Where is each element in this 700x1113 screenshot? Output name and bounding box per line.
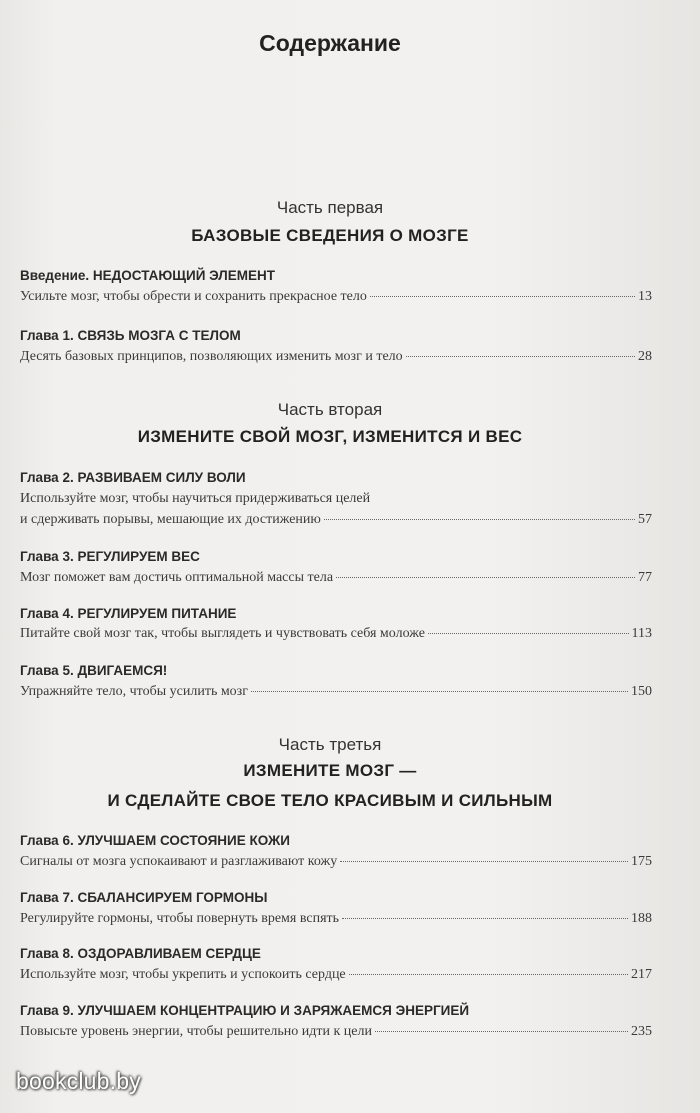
chapter-6-entry	[20, 854, 652, 870]
leader-dots	[370, 296, 635, 297]
chapter-1-subtitle: Десять базовых принципов, позволяющих изменить мозг и тело	[20, 349, 403, 364]
chapter-4-subtitle: Питайте свой мозг так, чтобы выглядеть и чувствовать себя моложе	[20, 626, 425, 641]
chapter-5-heading: Глава 5. ДВИГАЕМСЯ!	[20, 663, 168, 678]
chapter-9-entry	[20, 1024, 652, 1040]
part-3-title-line-1: ИЗМЕНИТЕ МОЗГ —	[243, 761, 417, 780]
leader-dots	[336, 577, 635, 578]
part-2-label: Часть вторая	[277, 400, 383, 419]
leader-dots	[406, 356, 635, 357]
chapter-3-heading: Глава 3. РЕГУЛИРУЕМ ВЕС	[20, 549, 200, 564]
chapter-3-subtitle: Мозг поможет вам достичь оптимальной массы тела	[20, 570, 334, 585]
chapter-2-entry	[20, 512, 652, 528]
chapter-8-subtitle: Используйте мозг, чтобы укрепить и успокоить сердце	[20, 967, 346, 982]
chapter-8-heading: Глава 8. ОЗДОРАВЛИВАЕМ СЕРДЦЕ	[20, 946, 261, 961]
page-title: Содержание	[259, 30, 401, 56]
chapter-5-page: 150	[631, 684, 652, 699]
chapter-2-page: 57	[638, 512, 652, 527]
part-2-title: ИЗМЕНИТЕ СВОЙ МОЗГ, ИЗМЕНИТСЯ И ВЕС	[137, 427, 523, 446]
chapter-1-heading: Глава 1. СВЯЗЬ МОЗГА С ТЕЛОМ	[20, 328, 241, 343]
chapter-2-subtitle-2: и сдерживать порывы, мешающие их достижению	[20, 512, 321, 527]
chapter-4-heading: Глава 4. РЕГУЛИРУЕМ ПИТАНИЕ	[20, 606, 237, 621]
chapter-7-subtitle: Регулируйте гормоны, чтобы повернуть время вспять	[20, 911, 340, 926]
chapter-3-entry	[20, 570, 652, 586]
leader-dots	[251, 691, 628, 692]
leader-dots	[349, 974, 628, 975]
chapter-1-page: 28	[638, 349, 652, 364]
chapter-7-entry	[20, 911, 652, 927]
chapter-2-subtitle-line-1	[20, 491, 652, 507]
chapter-6-heading: Глава 6. УЛУЧШАЕМ СОСТОЯНИЕ КОЖИ	[20, 833, 290, 848]
chapter-intro-subtitle: Усильте мозг, чтобы обрести и сохранить прекрасное тело	[20, 289, 367, 304]
chapter-3-page: 77	[638, 570, 652, 585]
chapter-7-page: 188	[631, 911, 652, 926]
chapter-4-entry	[20, 626, 652, 642]
chapter-intro-heading: Введение. НЕДОСТАЮЩИЙ ЭЛЕМЕНТ	[20, 268, 275, 283]
chapter-1-entry	[20, 349, 652, 365]
part-1-label: Часть первая	[276, 198, 384, 217]
chapter-6-subtitle: Сигналы от мозга успокаивают и разглаживают кожу	[20, 854, 338, 869]
chapter-9-page: 235	[631, 1024, 652, 1039]
chapter-intro-entry	[20, 289, 652, 305]
chapter-4-page: 113	[631, 626, 652, 641]
part-1-title: БАЗОВЫЕ СВЕДЕНИЯ О МОЗГЕ	[191, 226, 469, 245]
site-watermark: bookclub.by	[16, 1068, 141, 1094]
chapter-5-entry	[20, 684, 652, 700]
leader-dots	[428, 633, 629, 634]
chapter-2-heading: Глава 2. РАЗВИВАЕМ СИЛУ ВОЛИ	[20, 470, 246, 485]
chapter-5-subtitle: Упражняйте тело, чтобы усилить мозг	[20, 684, 248, 699]
leader-dots	[340, 861, 628, 862]
leader-dots	[324, 519, 635, 520]
chapter-2-subtitle-1: Используйте мозг, чтобы научиться придерживаться целей	[20, 491, 371, 506]
chapter-8-entry	[20, 967, 652, 983]
chapter-intro-page: 13	[638, 289, 652, 304]
chapter-6-page: 175	[631, 854, 652, 869]
chapter-7-heading: Глава 7. СБАЛАНСИРУЕМ ГОРМОНЫ	[20, 890, 268, 905]
leader-dots	[342, 918, 628, 919]
chapter-8-page: 217	[631, 967, 652, 982]
leader-dots	[375, 1031, 628, 1032]
part-3-label: Часть третья	[278, 735, 382, 754]
chapter-9-subtitle: Повысьте уровень энергии, чтобы решительно идти к цели	[20, 1024, 372, 1039]
part-3-title-line-2: И СДЕЛАЙТЕ СВОЕ ТЕЛО КРАСИВЫМ И СИЛЬНЫМ	[107, 791, 553, 810]
chapter-9-heading: Глава 9. УЛУЧШАЕМ КОНЦЕНТРАЦИЮ И ЗАРЯЖАЕМСЯ ЭНЕРГИЕЙ	[20, 1003, 470, 1018]
